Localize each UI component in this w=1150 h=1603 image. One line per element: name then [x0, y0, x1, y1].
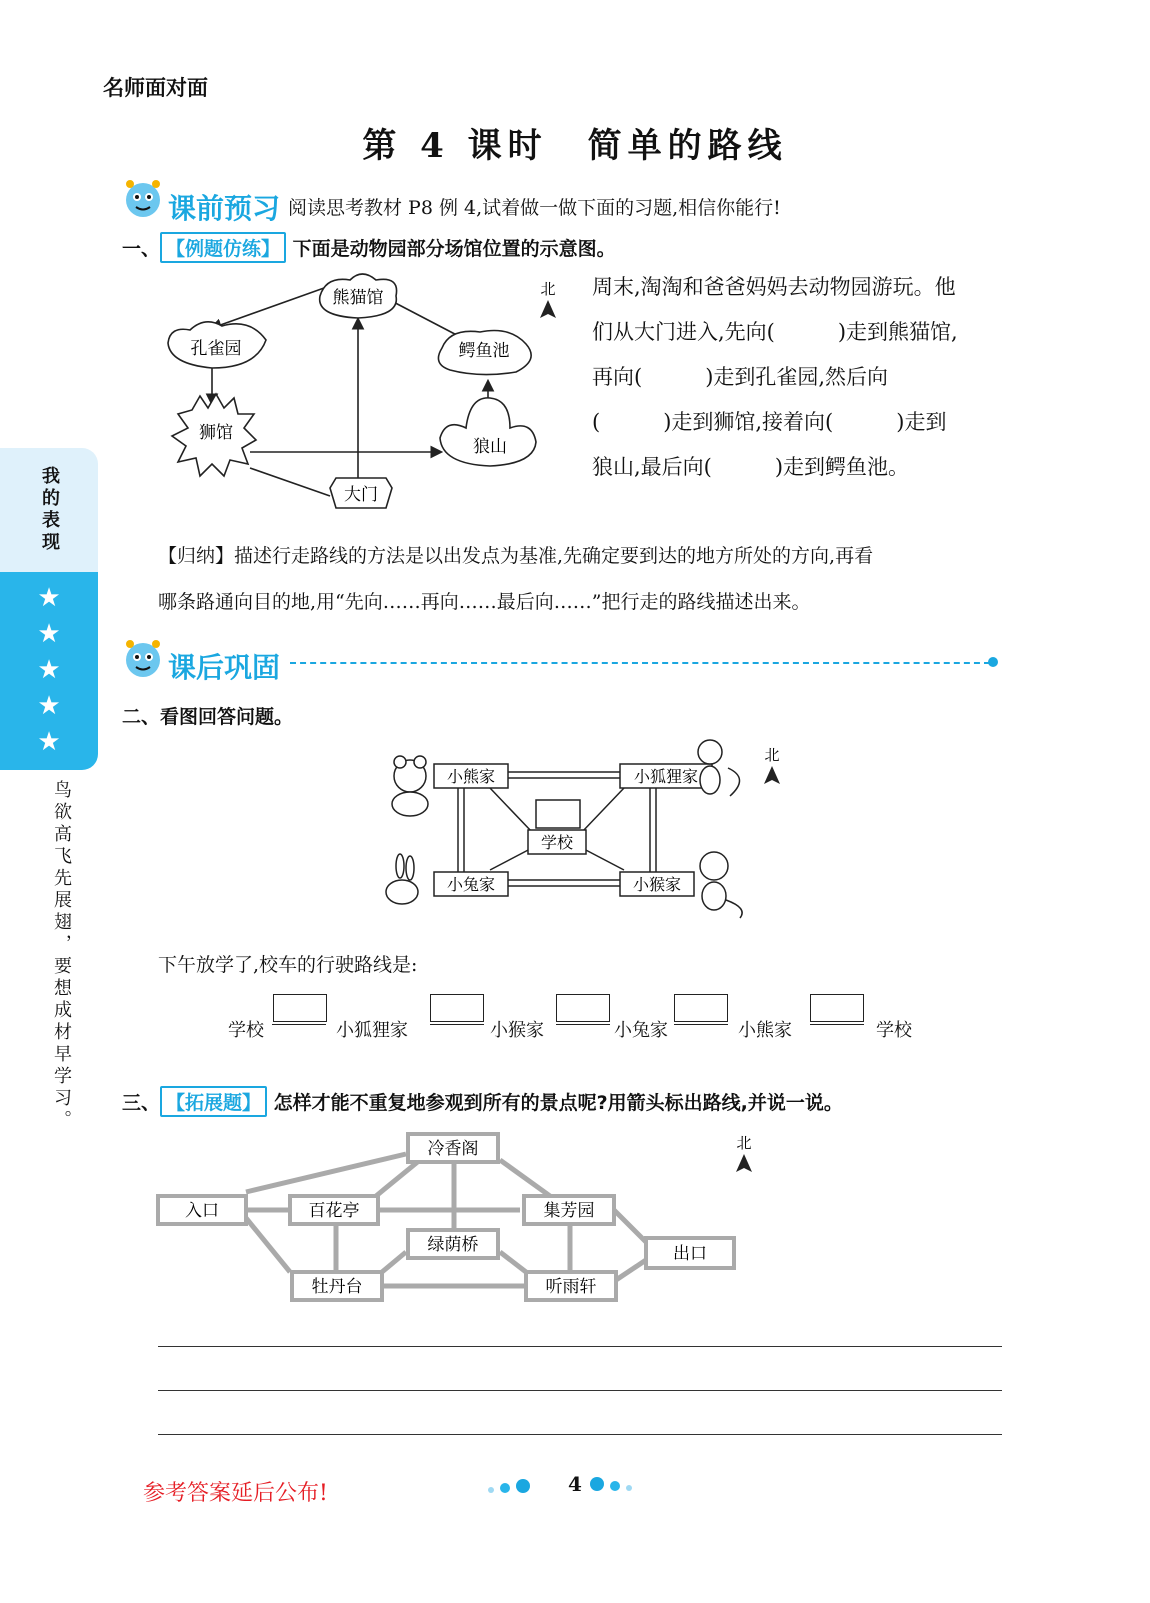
- answer-line[interactable]: [158, 1434, 1002, 1435]
- map-label-lvyin: 绿荫桥: [427, 1235, 479, 1255]
- q1-number: 一、: [122, 238, 161, 260]
- q3-text: 怎样才能不重复地参观到所有的景点呢?用箭头标出路线,并说一说。: [273, 1092, 843, 1114]
- map-label-mudan: 牡丹台: [311, 1277, 363, 1297]
- q3-heading: [122, 1086, 843, 1117]
- north-label: 北: [540, 280, 556, 298]
- sidebar-label: 我的表现: [39, 466, 60, 554]
- summary-line: 【归纳】描述行走路线的方法是以出发点为基准,先确定要到达的地方所处的方向,再看: [158, 545, 874, 567]
- answer-box[interactable]: [556, 994, 610, 1022]
- star-icon[interactable]: ★: [37, 619, 61, 649]
- map-label-peacock: 孔雀园: [190, 339, 242, 359]
- star-icon[interactable]: ★: [37, 655, 61, 685]
- map-label-panda: 熊猫馆: [332, 288, 384, 308]
- map-label-school: 学校: [540, 833, 574, 852]
- q1-line: ( )走到狮馆,接着向( )走到: [592, 410, 947, 434]
- map-label-exit: 出口: [673, 1244, 707, 1264]
- map-label-jifang: 集芳园: [543, 1201, 595, 1221]
- map-label-bear: 小熊家: [446, 767, 496, 786]
- answer-box[interactable]: [674, 994, 728, 1022]
- q2-heading: 二、看图回答问题。: [122, 706, 294, 728]
- north-label: 北: [736, 1134, 752, 1152]
- north-arrow-icon: [540, 300, 556, 318]
- route-stop: 小狐狸家: [336, 1020, 408, 1041]
- q1-tag: 【例题仿练】: [160, 232, 286, 263]
- mascot-icon: [120, 636, 166, 682]
- q3-map: [150, 1126, 770, 1306]
- star-rating[interactable]: [0, 572, 98, 770]
- performance-sidebar: [0, 448, 98, 770]
- q3-number: 三、: [122, 1092, 161, 1114]
- map-label-wolf: 狼山: [473, 437, 507, 457]
- star-icon[interactable]: ★: [37, 727, 61, 757]
- answer-line[interactable]: [158, 1346, 1002, 1347]
- map-label-gate: 大门: [344, 485, 378, 505]
- page-dots-right-icon: [590, 1476, 632, 1495]
- sidebar-label-box: [0, 448, 98, 572]
- answer-line[interactable]: [158, 1390, 1002, 1391]
- brand-name: 名师面对面: [103, 75, 208, 100]
- arrow-icon: [556, 1024, 610, 1025]
- north-label: 北: [764, 746, 780, 764]
- q1-summary: [158, 533, 1008, 625]
- route-stop: 小熊家: [738, 1020, 792, 1041]
- divider-dot-icon: [988, 657, 998, 667]
- star-icon[interactable]: ★: [37, 583, 61, 613]
- map-label-entrance: 入口: [185, 1201, 219, 1221]
- summary-line: 哪条路通向目的地,用“先向……再向……最后向……”把行走的路线描述出来。: [158, 591, 811, 613]
- map-label-croc: 鳄鱼池: [458, 341, 510, 361]
- q1-line: 们从大门进入,先向( )走到熊猫馆,: [592, 320, 958, 344]
- map-label-tingyu: 听雨轩: [545, 1277, 597, 1297]
- route-stop: 学校: [228, 1020, 264, 1041]
- answer-box[interactable]: [273, 994, 327, 1022]
- map-label-fox: 小狐狸家: [633, 767, 699, 786]
- map-label-lion: 狮馆: [199, 423, 233, 443]
- preview-intro: 阅读思考教材 P8 例 4,试着做一做下面的习题,相信你能行!: [288, 197, 781, 219]
- answer-box[interactable]: [810, 994, 864, 1022]
- q1-paragraph: [592, 265, 1007, 490]
- q1-text: 下面是动物园部分场馆位置的示意图。: [292, 238, 616, 260]
- mascot-icon: [120, 176, 166, 222]
- q1-line: 再向( )走到孔雀园,然后向: [592, 365, 889, 389]
- after-heading: 课后巩固: [168, 651, 281, 684]
- page-number: 4: [568, 1472, 582, 1496]
- preview-heading: 课前预习: [168, 192, 281, 225]
- route-stop: 学校: [876, 1020, 912, 1041]
- map-label-rabbit: 小兔家: [446, 875, 496, 894]
- sidebar-motto: 鸟欲高飞先展翅，要想成材早学习。: [51, 780, 72, 1132]
- arrow-icon: [272, 1024, 326, 1025]
- map-label-baihua: 百花亭: [308, 1201, 360, 1221]
- route-stop: 小兔家: [614, 1020, 668, 1041]
- q2-route-intro: 下午放学了,校车的行驶路线是:: [158, 954, 418, 976]
- zoo-map: [150, 268, 570, 514]
- arrow-icon: [430, 1024, 484, 1025]
- answer-notice: 参考答案延后公布!: [143, 1481, 328, 1506]
- answer-box[interactable]: [430, 994, 484, 1022]
- arrow-icon: [810, 1024, 864, 1025]
- star-icon[interactable]: ★: [37, 691, 61, 721]
- q1-line: 狼山,最后向( )走到鳄鱼池。: [592, 455, 910, 479]
- north-arrow-icon: [736, 1154, 752, 1172]
- map-label-monkey: 小猴家: [632, 875, 682, 894]
- route-stop: 小猴家: [490, 1020, 544, 1041]
- q1-heading: [122, 232, 616, 263]
- map-label-lengxiang: 冷香阁: [427, 1139, 479, 1159]
- arrow-icon: [674, 1024, 728, 1025]
- q2-map: [380, 738, 800, 924]
- q1-line: 周末,淘淘和爸爸妈妈去动物园游玩。他: [592, 275, 956, 299]
- north-arrow-icon: [764, 766, 780, 784]
- q3-tag: 【拓展题】: [160, 1086, 267, 1117]
- section-divider: [290, 662, 990, 664]
- lesson-title: 第 4 课时 简单的路线: [362, 126, 788, 166]
